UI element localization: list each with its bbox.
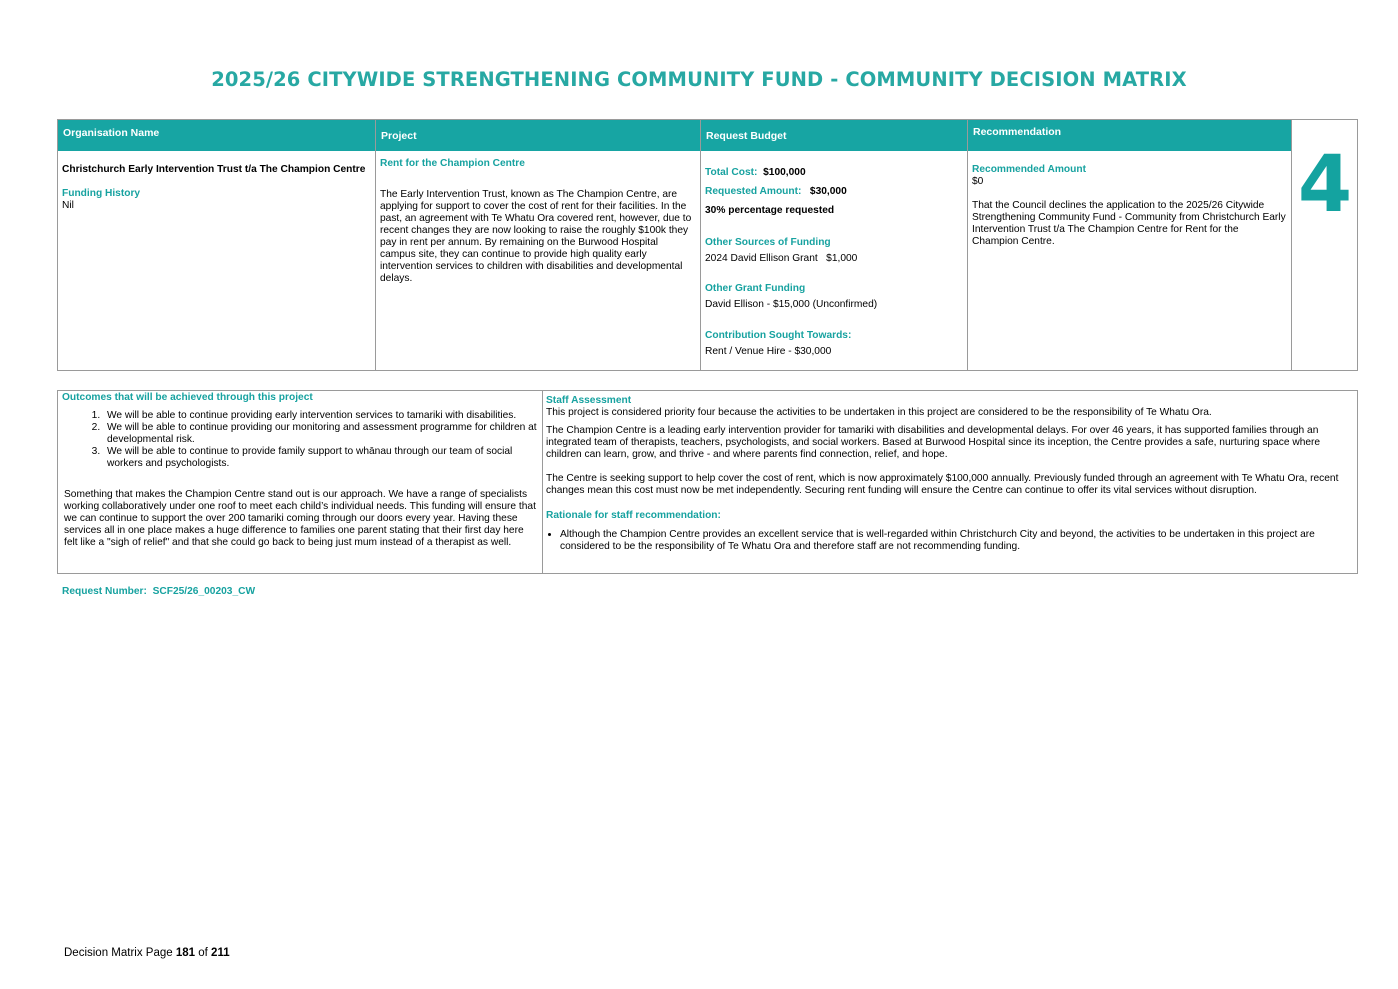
staff-assessment-para1: This project is considered priority four because the activities to be undertaken in this project are considered to be the responsibility of Te Whatu Ora. xyxy=(546,407,1212,418)
rationale-heading: Rationale for staff recommendation: xyxy=(546,510,721,521)
project-column xyxy=(376,120,700,370)
page-title: 2025/26 CITYWIDE STRENGTHENING COMMUNITY FUND - COMMUNITY DECISION MATRIX xyxy=(211,68,1187,91)
staff-assessment-para2: The Champion Centre is a leading early intervention provider for tamariki with disabilities and developmental delays. For over 46 years, it has supported families through an integrated team of therapists, teachers, psychologists, and social workers. Based at Burwood Hospital since its inception, the Centre provides a safe, nurturing space where children can learn, grow, and thrive - and where parents find connection, relief, and hope. xyxy=(546,425,1321,460)
staff-assessment-heading: Staff Assessment xyxy=(546,395,632,406)
other-sources-value: 2024 David Ellison Grant $1,000 xyxy=(705,253,858,264)
organisation-column xyxy=(58,120,376,370)
request-number xyxy=(62,586,255,597)
footer-total: 211 xyxy=(211,947,230,959)
outcomes-paragraph: Something that makes the Champion Centre stand out is our approach. We have a range of specialists working collaboratively under one roof to meet each child’s individual needs. This funding will ensure that we can continue to support the over 200 tamariki coming through our doors every year. Having these services all in one place makes a huge difference to families one parent stating that their first day here felt like a "sigh of relief" and that she could go back to being just mum instead of a therapist as well. xyxy=(64,489,536,548)
outcomes-list xyxy=(62,410,538,470)
project-header: Project xyxy=(376,120,700,151)
funding-history-value: Nil xyxy=(62,200,74,211)
rationale-list xyxy=(546,529,1352,553)
recommendation-column xyxy=(968,120,1292,370)
staff-assessment-para3: The Centre is seeking support to help cover the cost of rent, which is now approximately $100,000 annually. Previously funded through an agreement with Te Whatu Ora, recent changes mean this cost must now be met independently. Securing rent funding will ensure the Centre can continue to offer its vital services without disruption. xyxy=(546,473,1339,496)
rationale-item: • Although the Champion Centre provides an excellent service that is well-regarded within Christchurch City and beyond, the activities to be undertaken in this project are considered to be the responsibility of Te Whatu Ora and therefore staff are not recommending funding. xyxy=(560,529,1352,553)
recommended-amount-value: $0 xyxy=(972,176,984,187)
summary-table xyxy=(57,119,1358,371)
recommendation-header: Recommendation xyxy=(968,120,1292,151)
percentage-requested: 30% percentage requested xyxy=(705,205,835,216)
organisation-name: Christchurch Early Intervention Trust t/a The Champion Centre xyxy=(62,164,366,175)
contribution-value: Rent / Venue Hire - $30,000 xyxy=(705,346,832,357)
other-grant-value: David Ellison - $15,000 (Unconfirmed) xyxy=(705,299,878,310)
page-footer xyxy=(64,947,230,959)
footer-page: 181 xyxy=(175,947,196,959)
request-number-value: SCF25/26_00203_CW xyxy=(152,586,256,597)
outcome-item: 3. We will be able to continue to provide family support to whānau through our team of social workers and psychologists. xyxy=(103,446,538,470)
recommended-amount-label: Recommended Amount xyxy=(972,164,1086,175)
requested-amount-label: Requested Amount: xyxy=(705,186,802,197)
footer-prefix: Decision Matrix Page xyxy=(64,947,173,959)
other-sources-label: Other Sources of Funding xyxy=(705,237,831,248)
request-number-label: Request Number: xyxy=(62,586,147,597)
staff-assessment-column xyxy=(546,395,1352,573)
total-cost-value: $100,000 xyxy=(763,167,806,178)
budget-column xyxy=(701,120,967,370)
recommendation-text: That the Council declines the application to the 2025/26 Citywide Strengthening Community Fund - Community from Christchurch Early Intervention Trust t/a The Champion Centre for Rent for the Champion Centre. xyxy=(972,200,1286,247)
contribution-label: Contribution Sought Towards: xyxy=(705,330,852,341)
outcome-item: 2. We will be able to continue providing our monitoring and assessment programme for children at developmental risk. xyxy=(103,422,538,446)
assessment-table xyxy=(57,390,1358,574)
outcomes-column xyxy=(62,392,538,573)
other-grant-label: Other Grant Funding xyxy=(705,283,806,294)
footer-of: of xyxy=(198,947,208,959)
project-description: The Early Intervention Trust, known as The Champion Centre, are applying for support to cover the cost of rent for their facilities. In the past, an agreement with Te Whatu Ora covered rent, however, due to recent changes they are now looking to raise the roughly $100k they pay in rent per annum. By remaining on the Burwood Hospital campus site, they can continue to provide high quality early intervention services to children with disabilities and developmental delays. xyxy=(380,189,692,284)
outcome-item: 1. We will be able to continue providing early intervention services to tamariki with disabilities. xyxy=(103,410,538,422)
funding-history-label: Funding History xyxy=(62,188,141,199)
requested-amount-value: $30,000 xyxy=(809,186,847,197)
project-name: Rent for the Champion Centre xyxy=(380,158,525,169)
outcomes-heading: Outcomes that will be achieved through this project xyxy=(62,392,313,403)
budget-header: Request Budget xyxy=(701,120,967,151)
organisation-header: Organisation Name xyxy=(58,120,376,151)
priority-number: 4 xyxy=(1297,140,1353,230)
total-cost-label: Total Cost: xyxy=(705,167,758,178)
